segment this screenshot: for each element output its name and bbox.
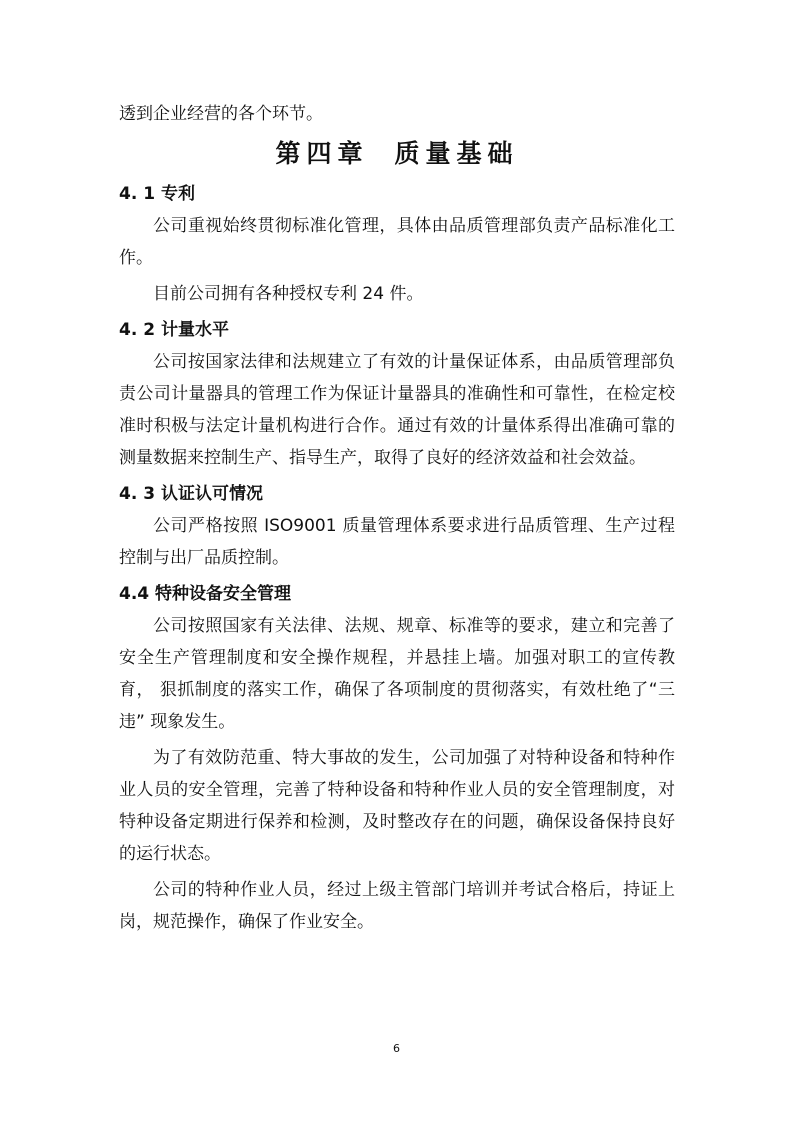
section-4-4	[119, 578, 675, 938]
carryover-text: 透到企业经营的各个环节。	[119, 104, 323, 124]
paragraph: 目前公司拥有各种授权专利 24 件。	[153, 284, 424, 304]
paragraph: 公司重视始终贯彻标准化管理，具体由品质管理部负责产品标准化工作。	[119, 216, 675, 268]
section-heading: 4. 2 计量水平	[119, 320, 229, 340]
section-4-3	[119, 478, 675, 578]
paragraph: 公司按照国家有关法律、法规、规章、标准等的要求，建立和完善了安全生产管理制度和安全操作规程，并悬挂上墙。加强对职工的宣传教育， 狠抓制度的落实工作，确保了各项制度的贯彻落实，有效杜绝了“三违” 现象发生。	[119, 616, 675, 732]
page-body	[119, 98, 675, 938]
section-4-2	[119, 314, 675, 478]
section-heading: 4. 1 专利	[119, 184, 195, 204]
chapter-name: 质量基础	[394, 139, 519, 168]
paragraph: 为了有效防范重、特大事故的发生，公司加强了对特种设备和特种作业人员的安全管理，完善了特种设备和特种作业人员的安全管理制度，对特种设备定期进行保养和检测，及时整改存在的问题，确保设备保持良好的运行状态。	[119, 748, 675, 864]
section-4-1	[119, 178, 675, 314]
paragraph: 公司的特种作业人员，经过上级主管部门培训并考试合格后，持证上岗，规范操作，确保了作业安全。	[119, 880, 675, 932]
chapter-title	[119, 132, 675, 176]
page-number: 6	[393, 1042, 400, 1055]
paragraph: 公司严格按照 ISO9001 质量管理体系要求进行品质管理、生产过程控制与出厂品质控制。	[119, 516, 675, 568]
paragraph: 公司按国家法律和法规建立了有效的计量保证体系，由品质管理部负责公司计量器具的管理工作为保证计量器具的准确性和可靠性，在检定校准时积极与法定计量机构进行合作。通过有效的计量体系得出准确可靠的测量数据来控制生产、指导生产，取得了良好的经济效益和社会效益。	[119, 352, 675, 468]
section-heading: 4. 3 认证认可情况	[119, 484, 263, 504]
chapter-number: 第四章	[275, 139, 369, 168]
section-heading: 4.4 特种设备安全管理	[119, 584, 292, 604]
